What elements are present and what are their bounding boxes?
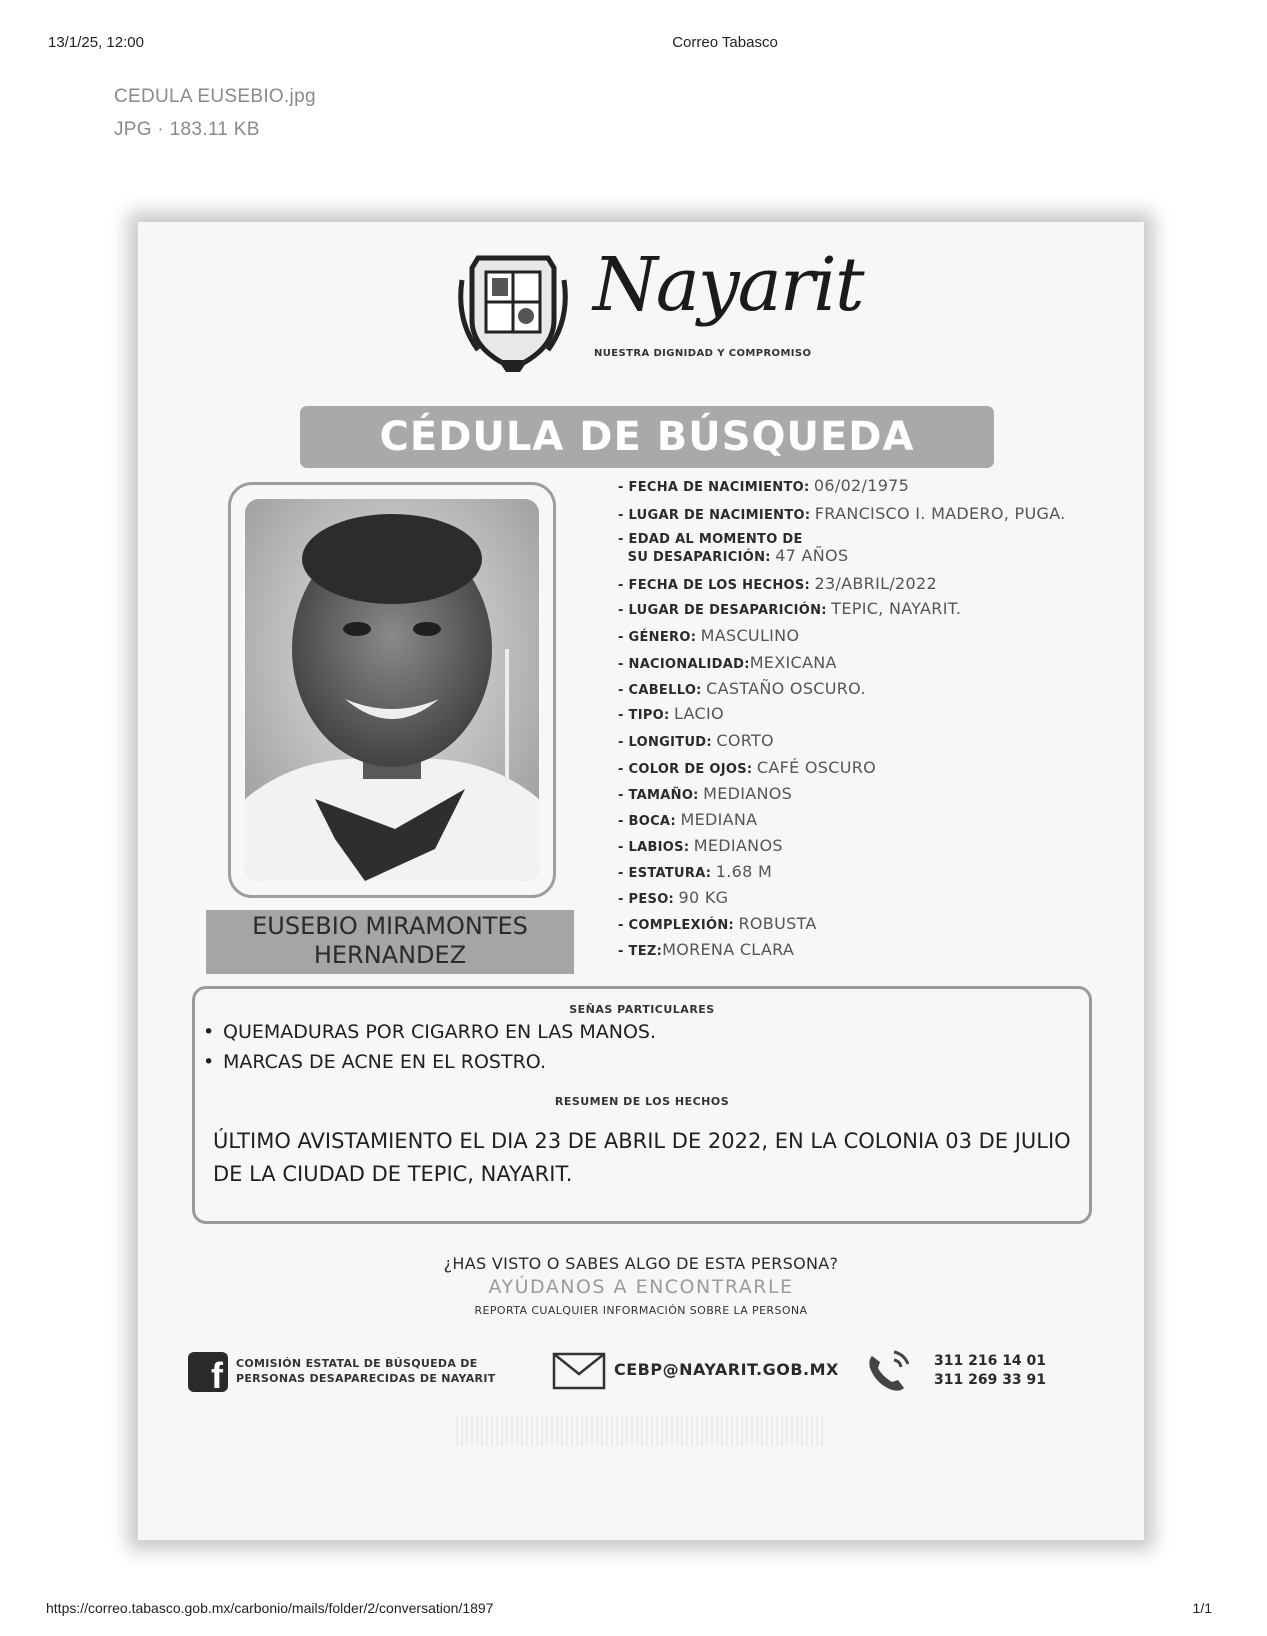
field-age: - EDAD AL MOMENTO DE (618, 532, 803, 547)
cta-question: ¿HAS VISTO O SABES ALGO DE ESTA PERSONA? (443, 1254, 839, 1273)
print-datetime: 13/1/25, 12:00 (48, 34, 144, 51)
brand-logo-text: Nayarit (593, 242, 863, 328)
field-gender: - GÉNERO: MASCULINO (618, 626, 800, 645)
field-eye-size: - TAMAÑO: MEDIANOS (618, 784, 793, 803)
person-name-line2: HERNANDEZ (313, 941, 467, 969)
poster-title: CÉDULA DE BÚSQUEDA (300, 406, 994, 468)
phone-icon (864, 1346, 914, 1396)
summary-heading: RESUMEN DE LOS HECHOS (554, 1095, 730, 1108)
facebook-page-name[interactable]: COMISIÓN ESTATAL DE BÚSQUEDA DE PERSONAS DESAPARECIDAS DE NAYARIT (236, 1357, 496, 1385)
summary-text: ÚLTIMO AVISTAMIENTO EL DIA 23 DE ABRIL DE 2022, EN LA COLONIA 03 DE JULIO DE LA CIUDAD DE TEPIC, NAYARIT. (213, 1129, 1071, 1186)
contact-phones[interactable]: 311 216 14 01 311 269 33 91 (934, 1353, 1047, 1388)
attachment-filename[interactable]: CEDULA EUSEBIO.jpg (114, 86, 316, 107)
cta-help: AYÚDANOS A ENCONTRARLE (488, 1276, 794, 1298)
field-birth-date: - FECHA DE NACIMIENTO: 06/02/1975 (618, 476, 910, 495)
attachment-meta: JPG · 183.11 KB (114, 119, 260, 140)
scan-noise-band (456, 1416, 826, 1446)
field-mouth: - BOCA: MEDIANA (618, 810, 758, 829)
distinguishing-marks-heading: SEÑAS PARTICULARES (569, 1003, 715, 1016)
person-name-line1: EUSEBIO MIRAMONTES (252, 912, 528, 940)
contact-email[interactable]: CEBP@NAYARIT.GOB.MX (614, 1360, 839, 1379)
distinguishing-mark-item: • MARCAS DE ACNE EN EL ROSTRO. (203, 1051, 547, 1073)
print-page-title: Correo Tabasco (672, 34, 778, 51)
details-box (192, 986, 1092, 1224)
field-disappearance-place: - LUGAR DE DESAPARICIÓN: TEPIC, NAYARIT. (618, 599, 962, 618)
field-birth-place: - LUGAR DE NACIMIENTO: FRANCISCO I. MADERO, PUGA. (618, 504, 1066, 523)
field-weight: - PESO: 90 KG (618, 888, 729, 907)
person-name (206, 910, 574, 974)
facebook-icon: f (188, 1352, 228, 1392)
field-hair-type: - TIPO: LACIO (618, 704, 724, 723)
field-event-date: - FECHA DE LOS HECHOS: 23/ABRIL/2022 (618, 574, 937, 593)
field-nationality: - NACIONALIDAD:MEXICANA (618, 653, 837, 672)
cta-report: REPORTA CUALQUIER INFORMACIÓN SOBRE LA PERSONA (474, 1304, 808, 1317)
search-poster (138, 222, 1144, 1540)
field-lips: - LABIOS: MEDIANOS (618, 836, 783, 855)
photo-frame (228, 482, 556, 898)
envelope-icon (552, 1352, 606, 1390)
person-photo (245, 499, 539, 881)
print-url: https://correo.tabasco.gob.mx/carbonio/mails/folder/2/conversation/1897 (46, 1600, 494, 1616)
field-complexion: - TEZ:MORENA CLARA (618, 940, 795, 959)
field-height: - ESTATURA: 1.68 M (618, 862, 773, 881)
state-crest-icon (458, 250, 568, 374)
field-hair: - CABELLO: CASTAÑO OSCURO. (618, 679, 866, 698)
field-hair-length: - LONGITUD: CORTO (618, 731, 774, 750)
field-age-value: SU DESAPARICIÓN: 47 AÑOS (627, 546, 849, 565)
field-eye-color: - COLOR DE OJOS: CAFÉ OSCURO (618, 758, 877, 777)
field-build: - COMPLEXIÓN: ROBUSTA (618, 914, 817, 933)
distinguishing-mark-item: • QUEMADURAS POR CIGARRO EN LAS MANOS. (203, 1021, 657, 1043)
brand-tagline: NUESTRA DIGNIDAD Y COMPROMISO (594, 348, 812, 359)
print-page-number: 1/1 (1192, 1600, 1212, 1616)
